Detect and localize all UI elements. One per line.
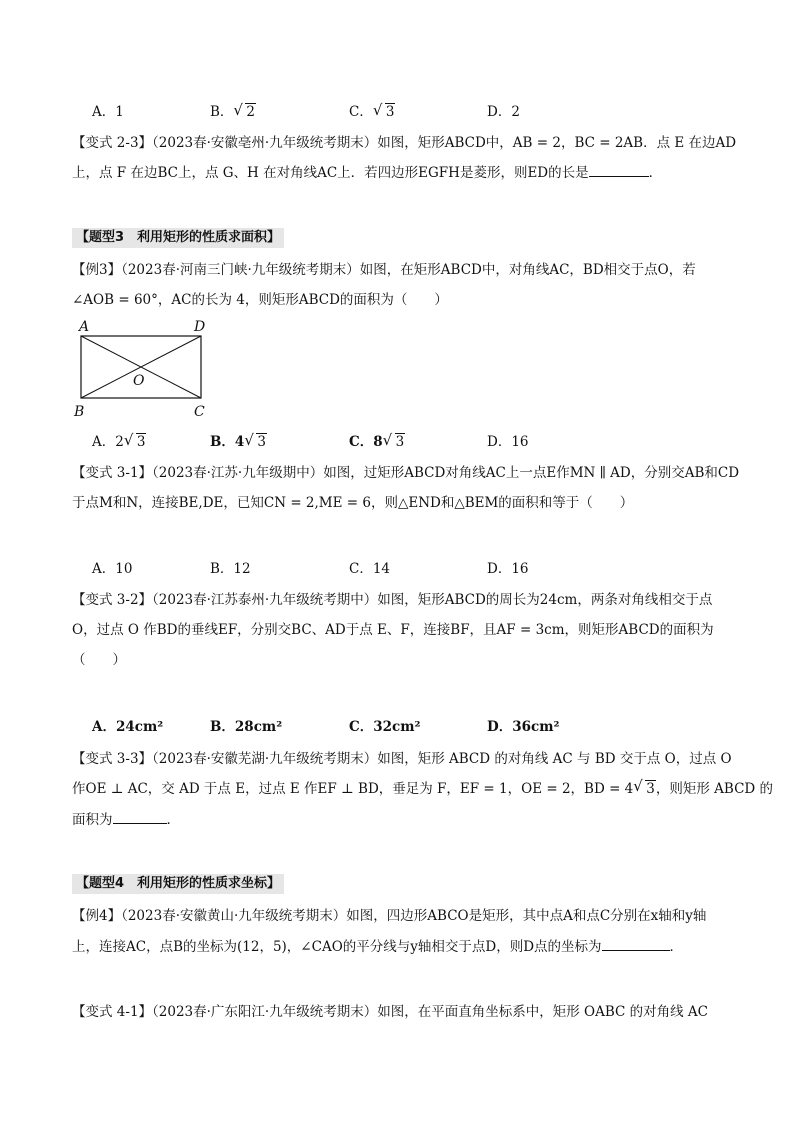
label-b: B (74, 404, 85, 420)
option-a: A．1 (92, 104, 124, 120)
ex3-line1: 【例3】（2023春·河南三门峡·九年级统考期末）如图，在矩形ABCD中，对角线AC，BD相交于点O，若 (72, 262, 696, 278)
label-o: O (133, 373, 145, 389)
rectangle-figure (70, 316, 220, 422)
label-c: C (194, 404, 205, 420)
q3-3-line3: 面积为 ． (72, 809, 180, 830)
q3-2-line3: （ ） (72, 652, 126, 668)
option-a: A．24cm² (92, 719, 164, 735)
option-d: D．2 (487, 104, 520, 120)
label-a: A (79, 319, 90, 335)
option-d: D．16 (487, 434, 529, 450)
option-b: B．4 √ 3 (210, 431, 266, 450)
q2-3-line2: 上，点 F 在边BC上，点 G、H 在对角线AC上．若四边形EGFH是菱形，则ED的长是 ． (72, 162, 662, 183)
option-c: C． √ 3 (349, 101, 395, 120)
ex3-line2: ∠AOB = 60°，AC的长为 4，则矩形ABCD的面积为（ ） (72, 292, 448, 308)
option-b: B．28cm² (210, 719, 283, 735)
q3-3-line1: 【变式 3-3】（2023春·安徽芜湖·九年级统考期末）如图，矩形 ABCD 的对角线 AC 与 BD 交于点 O，过点 O (72, 751, 732, 767)
q3-2-line2: O，过点 O 作BD的垂线EF，分别交BC、AD于点 E、F，连接BF，且AF = 3cm，则矩形ABCD的面积为 (72, 622, 714, 638)
option-d: D．36cm² (487, 719, 560, 735)
option-b: B． √ 2 (210, 101, 256, 120)
option-c: C．32cm² (349, 719, 421, 735)
ex3-options (0, 430, 794, 452)
option-a: A．10 (92, 561, 133, 577)
q2-3-line1: 【变式 2-3】（2023春·安徽亳州·九年级统考期末）如图，矩形ABCD中，AB = 2，BC = 2AB．点 E 在边AD (72, 135, 737, 151)
q3-2-line1: 【变式 3-2】（2023春·江苏泰州·九年级统考期中）如图，矩形ABCD的周长为24cm，两条对角线相交于点 (72, 592, 713, 608)
q3-1-line2: 于点M和N，连接BE,DE，已知CN = 2,ME = 6，则△END和△BEM的面积和等于（ ） (72, 495, 634, 511)
section-heading-type3: 【题型3 利用矩形的性质求面积】 (72, 228, 284, 248)
q2-3-options (0, 100, 794, 122)
option-b: B．12 (210, 561, 251, 577)
q4-1-line1: 【变式 4-1】（2023春·广东阳江·九年级统考期末）如图，在平面直角坐标系中，矩形 OABC 的对角线 AC (72, 1004, 708, 1020)
option-c: C．8 √ 3 (349, 431, 405, 450)
option-c: C．14 (349, 561, 391, 577)
answer-blank[interactable] (113, 809, 167, 824)
section-heading-type4: 【题型4 利用矩形的性质求坐标】 (72, 874, 284, 894)
q3-3-line2: 作OE ⊥ AC，交 AD 于点 E，过点 E 作EF ⊥ BD，垂足为 F，EF = 1，OE = 2，BD = 4 √ 3，则矩形 ABCD 的 (72, 777, 774, 797)
ex4-line2: 上，连接AC，点B的坐标为(12，5)，∠CAO的平分线与y轴相交于点D，则D点的坐标为 ． (72, 936, 683, 957)
answer-blank[interactable] (589, 162, 649, 177)
label-d: D (194, 319, 206, 335)
q3-1-line1: 【变式 3-1】（2023春·江苏·九年级期中）如图，过矩形ABCD对角线AC上一点E作MN ∥ AD，分别交AB和CD (72, 465, 740, 481)
q3-1-options (0, 557, 794, 579)
option-a: A．2 √ 3 (92, 431, 146, 450)
ex4-line1: 【例4】（2023春·安徽黄山·九年级统考期末）如图，四边形ABCO是矩形，其中点A和点C分别在x轴和y轴 (72, 908, 707, 924)
option-d: D．16 (487, 561, 529, 577)
q3-2-options (0, 715, 794, 737)
answer-blank[interactable] (602, 936, 670, 951)
